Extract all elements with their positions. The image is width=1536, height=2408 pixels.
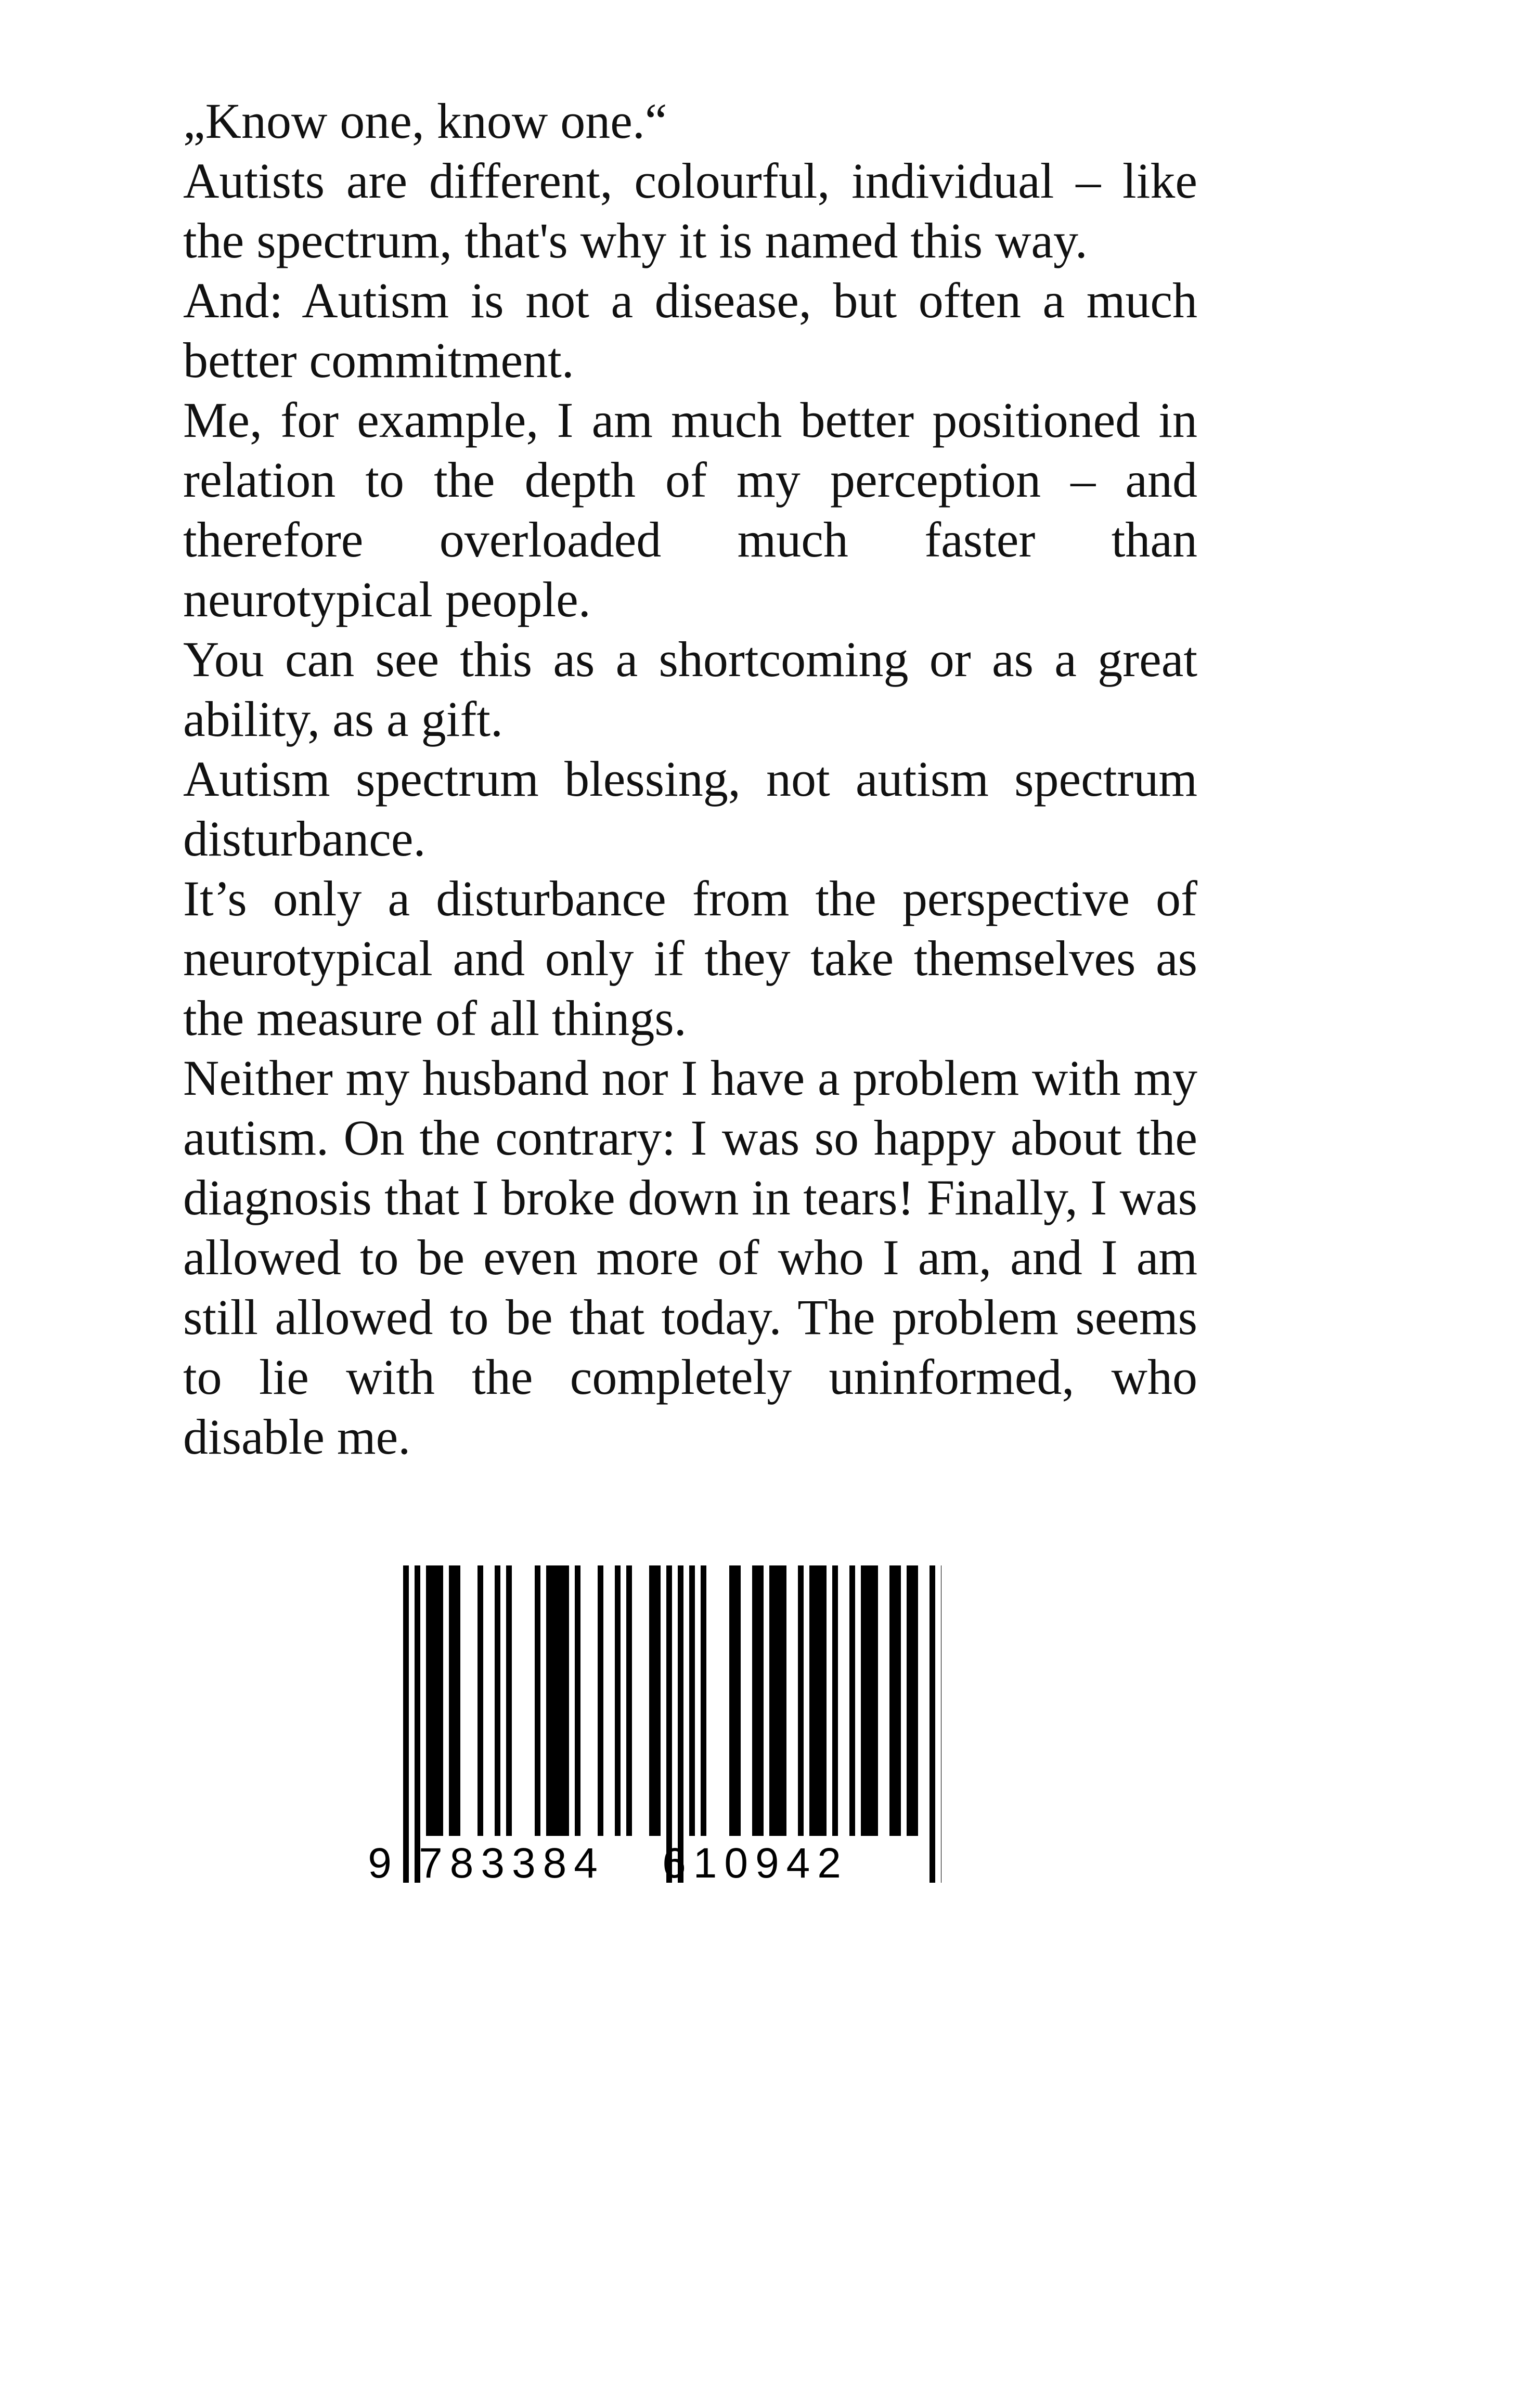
barcode-bar bbox=[809, 1565, 827, 1836]
back-cover-text bbox=[183, 91, 1197, 1467]
barcode-bar bbox=[615, 1565, 621, 1836]
barcode-bar bbox=[832, 1565, 838, 1836]
barcode-guard-bar bbox=[415, 1565, 420, 1883]
barcode-digits-left: 783384 bbox=[419, 1840, 605, 1887]
barcode-bar bbox=[598, 1565, 603, 1836]
barcode-bar bbox=[535, 1565, 540, 1836]
barcode-graphic bbox=[364, 1565, 941, 1888]
paragraph-blessing: Autism spectrum blessing, not autism spectrum disturbance. bbox=[183, 751, 1197, 866]
barcode-bar bbox=[729, 1565, 741, 1836]
barcode-guard-bar bbox=[930, 1565, 935, 1883]
barcode-bar bbox=[889, 1565, 901, 1836]
barcode-bar bbox=[649, 1565, 661, 1836]
paragraph-quote: „Know one, know one.“ bbox=[183, 93, 667, 149]
barcode-bar bbox=[506, 1565, 512, 1836]
barcode-guard-bar bbox=[678, 1565, 683, 1883]
barcode-bar bbox=[769, 1565, 786, 1836]
barcode-bar bbox=[849, 1565, 855, 1836]
barcode-bar bbox=[907, 1565, 918, 1836]
isbn-barcode bbox=[364, 1565, 941, 1888]
barcode-bar bbox=[626, 1565, 632, 1836]
paragraph-not-disease: And: Autism is not a disease, but often a much better commitment. bbox=[183, 273, 1197, 388]
barcode-guard-bar bbox=[403, 1565, 409, 1883]
barcode-bar bbox=[575, 1565, 580, 1836]
paragraph-autists-different: Autists are different, colourful, individual – like the spectrum, that's why it is named this way. bbox=[183, 153, 1197, 268]
barcode-bar bbox=[752, 1565, 764, 1836]
barcode-bar bbox=[426, 1565, 443, 1836]
barcode-digit-first: 9 bbox=[368, 1840, 392, 1887]
barcode-guard-bar bbox=[666, 1565, 672, 1883]
paragraph-diagnosis: Neither my husband nor I have a problem with my autism. On the contrary: I was so happy about the diagnosis that I broke down in tears! Finally, I was allowed to be even more of who I am, and I am still allowed to be that today. The problem seems to lie with the completely uninformed, who disable me. bbox=[183, 1050, 1197, 1465]
barcode-bar bbox=[798, 1565, 804, 1836]
barcode-bar bbox=[701, 1565, 706, 1836]
barcode-bar bbox=[495, 1565, 500, 1836]
paragraph-disturbance: It’s only a disturbance from the perspective of neurotypical and only if they take themselves as the measure of all things. bbox=[183, 871, 1197, 1046]
barcode-bar bbox=[861, 1565, 878, 1836]
barcode-bar bbox=[449, 1565, 460, 1836]
paragraph-perception: Me, for example, I am much better positioned in relation to the depth of my perception – and therefore overloaded much faster than neurotypical people. bbox=[183, 392, 1197, 627]
barcode-digits-right: 610942 bbox=[662, 1840, 848, 1887]
barcode-bar bbox=[546, 1565, 569, 1836]
barcode-bar bbox=[689, 1565, 695, 1836]
barcode-bar bbox=[477, 1565, 483, 1836]
barcode-bars bbox=[403, 1565, 941, 1883]
paragraph-gift: You can see this as a shortcoming or as a great ability, as a gift. bbox=[183, 631, 1197, 747]
